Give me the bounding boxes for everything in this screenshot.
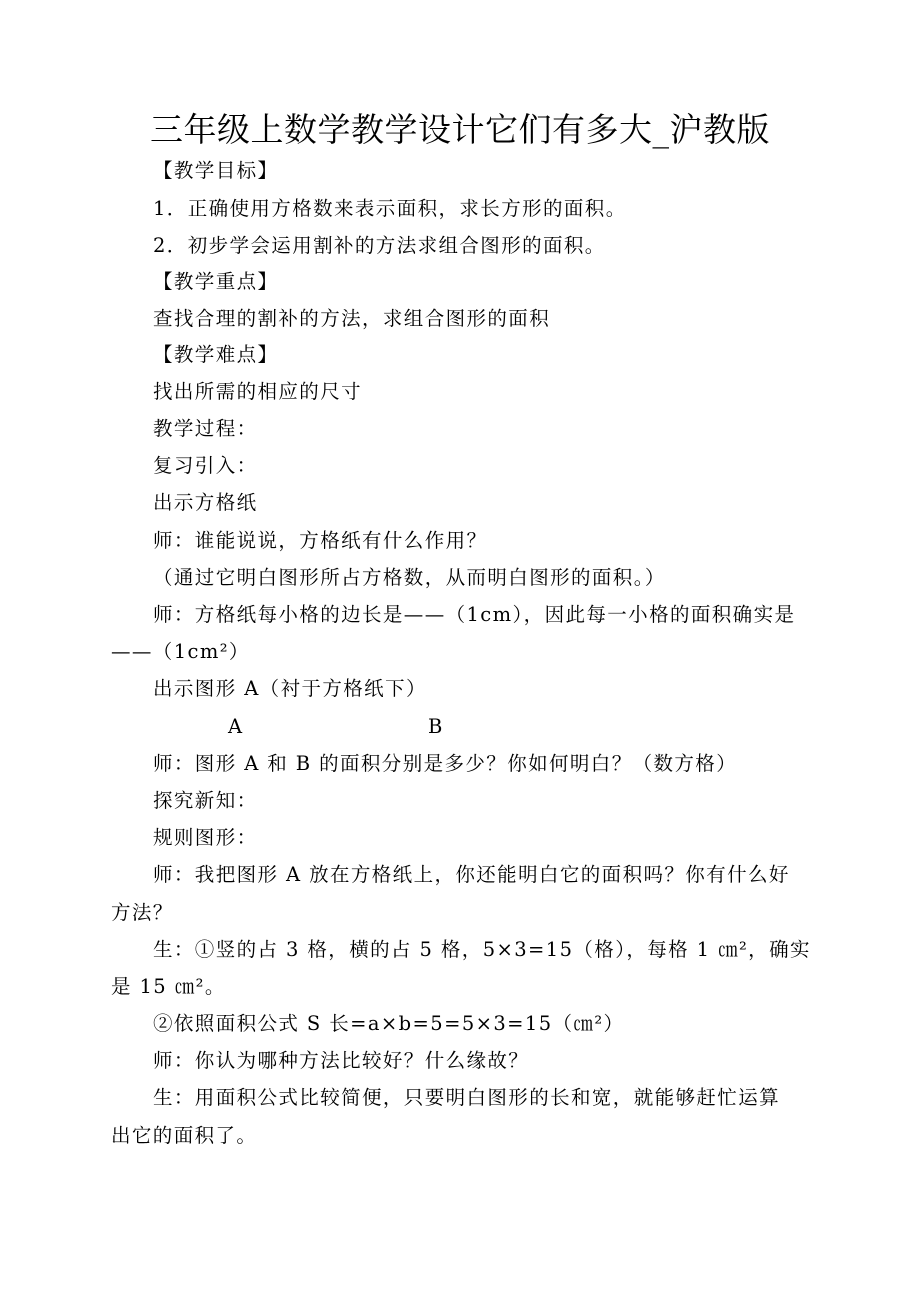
figure-label-b: B: [428, 715, 444, 738]
section-heading-difficulties: 【教学难点】: [153, 343, 279, 366]
paragraph-line: 1．正确使用方格数来表示面积，求长方形的面积。: [153, 197, 627, 220]
paragraph-line: 出示图形 A（衬于方格纸下）: [153, 677, 427, 700]
paragraph-line: 是 15 ㎝²。: [111, 975, 226, 998]
paragraph-line: 探究新知：: [153, 789, 258, 812]
paragraph-line: 师：谁能说说，方格纸有什么作用？: [153, 529, 488, 552]
paragraph-line: （通过它明白图形所占方格数，从而明白图形的面积。）: [153, 566, 666, 589]
paragraph-line: ②依照面积公式 S 长=a×b=5=5×3=15（㎝²）: [153, 1012, 625, 1035]
paragraph-line: 师：方格纸每小格的边长是——（1cm），因此每一小格的面积确实是: [153, 603, 796, 626]
paragraph-line: ——（1cm²）: [111, 640, 250, 663]
paragraph-line: 师：你认为哪种方法比较好？什么缘故？: [153, 1049, 530, 1072]
paragraph-line: 复习引入：: [153, 454, 258, 477]
paragraph-line: 方法？: [111, 901, 174, 924]
paragraph-line: 出示方格纸: [153, 491, 258, 514]
paragraph-line: 2．初步学会运用割补的方法求组合图形的面积。: [153, 234, 606, 257]
section-heading-key-points: 【教学重点】: [153, 270, 279, 293]
paragraph-line: 规则图形：: [153, 826, 258, 849]
paragraph-line: 师：图形 A 和 B 的面积分别是多少？你如何明白？（数方格）: [153, 752, 738, 775]
paragraph-line: 生：用面积公式比较简便，只要明白图形的长和宽，就能够赶忙运算: [153, 1086, 781, 1109]
figure-label-a: A: [228, 715, 244, 738]
paragraph-line: 师：我把图形 A 放在方格纸上，你还能明白它的面积吗？你有什么好: [153, 863, 790, 886]
section-heading-objectives: 【教学目标】: [153, 159, 279, 182]
paragraph-line: 找出所需的相应的尺寸: [153, 380, 363, 403]
paragraph-line: 出它的面积了。: [111, 1124, 258, 1147]
paragraph-line: 查找合理的割补的方法，求组合图形的面积: [153, 307, 551, 330]
paragraph-line: 生：①竖的占 3 格，横的占 5 格，5×3=15（格），每格 1 ㎝²，确实: [153, 938, 811, 961]
paragraph-line: 教学过程：: [153, 417, 258, 440]
document-title: 三年级上数学教学设计它们有多大_沪教版: [150, 110, 770, 149]
